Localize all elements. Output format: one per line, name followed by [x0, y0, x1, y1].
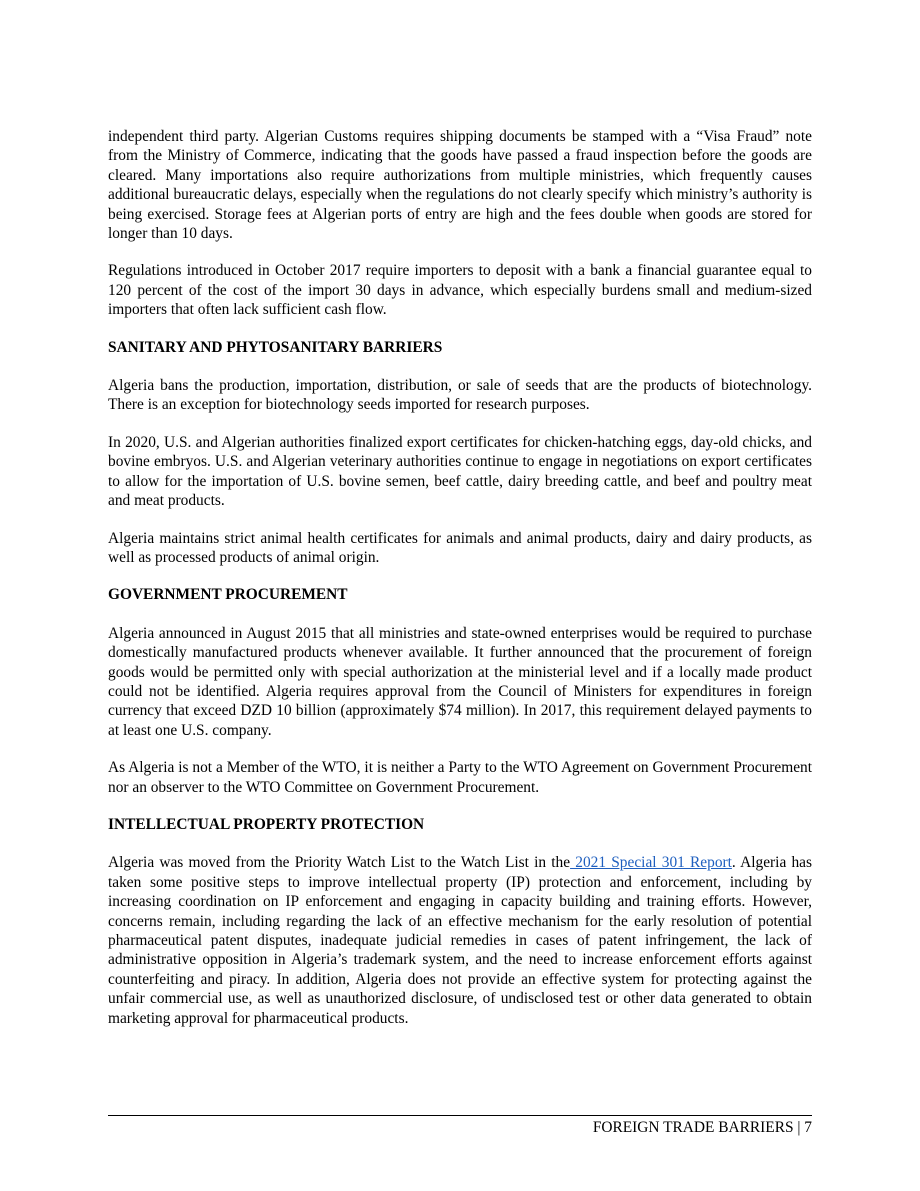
paragraph-import-documentation: independent third party. Algerian Customs requires shipping documents be stamped with a “Visa Fraud” note from the Ministry of Commerce, indicating that the goods have passed a fraud inspection before the goods are cleared. Many importations also require authorizations from multiple ministries, which frequently causes additional bureaucratic delays, especially when the regulations do not clearly specify which ministry’s authority is being exercised. Storage fees at Algerian ports of entry are high and the fees double when goods are stored for longer than 10 days. — [108, 128, 812, 243]
footer-divider — [108, 1115, 812, 1116]
ip-text-before-link: Algeria was moved from the Priority Watch List to the Watch List in the — [108, 854, 571, 872]
paragraph-procurement-policy: Algeria announced in August 2015 that all ministries and state-owned enterprises would be required to purchase domestically manufactured products whenever available. It further announced that the procurement of foreign goods would be permitted only with special authorization at the ministerial level and if a locally made product could not be identified. Algeria requires approval from the Council of Ministers for expenditures in foreign currency that exceed DZD 10 billion (approximately $74 million). In 2017, this requirement delayed payments to at least one U.S. company. — [108, 624, 812, 739]
heading-sanitary-phytosanitary: SANITARY AND PHYTOSANITARY BARRIERS — [108, 338, 443, 356]
page-footer: FOREIGN TRADE BARRIERS | 7 — [592, 1119, 812, 1136]
heading-intellectual-property: INTELLECTUAL PROPERTY PROTECTION — [108, 815, 425, 833]
heading-government-procurement: GOVERNMENT PROCUREMENT — [108, 586, 348, 604]
paragraph-export-certificates: In 2020, U.S. and Algerian authorities finalized export certificates for chicken-hatching eggs, day-old chicks, and bovine embryos. U.S. and Algerian veterinary authorities continue to engage in negotiations on export certificates to allow for the importation of U.S. bovine semen, beef cattle, dairy breeding cattle, and beef and poultry meat and meat products. — [108, 433, 812, 510]
ip-text-after-link: . Algeria has taken some positive steps to improve intellectual property (IP) protection and enforcement, including by increasing coordination on IP enforcement and engaging in capacity building and training efforts. However, concerns remain, including regarding the lack of an effective mechanism for the early resolution of potential pharmaceutical patent disputes, inadequate judicial remedies in cases of patent infringement, the lack of administrative opposition in Algeria’s trademark system, and the need to increase enforcement efforts against counterfeiting and piracy. In addition, Algeria does not provide an effective system for protecting against the unfair commercial use, as well as unauthorized disclosure, of undisclosed test or other data generated to obtain marketing approval for pharmaceutical products. — [108, 854, 812, 1027]
special-301-report-link[interactable]: 2021 Special 301 Report — [570, 854, 732, 872]
paragraph-animal-health: Algeria maintains strict animal health certificates for animals and animal products, dairy and dairy products, as well as processed products of animal origin. — [108, 529, 812, 566]
document-body — [108, 127, 812, 1046]
paragraph-wto-status: As Algeria is not a Member of the WTO, it is neither a Party to the WTO Agreement on Government Procurement nor an observer to the WTO Committee on Government Procurement. — [108, 759, 812, 796]
paragraph-biotech-seeds: Algeria bans the production, importation, distribution, or sale of seeds that are the products of biotechnology. There is an exception for biotechnology seeds imported for research purposes. — [108, 377, 812, 414]
paragraph-financial-guarantee: Regulations introduced in October 2017 require importers to deposit with a bank a financial guarantee equal to 120 percent of the cost of the import 30 days in advance, which especially burdens small and medium-sized importers that often lack sufficient cash flow. — [108, 262, 812, 319]
paragraph-ip-protection — [108, 853, 812, 1028]
